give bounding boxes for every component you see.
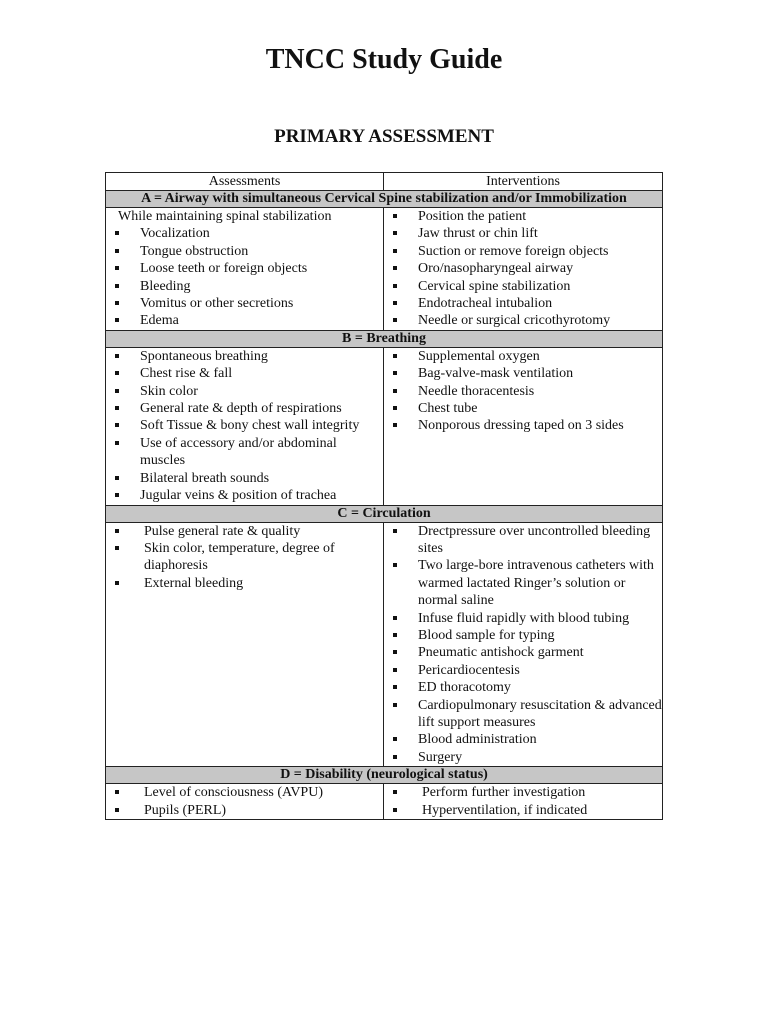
list-item: General rate & depth of respirations [106,400,383,417]
assessments-column-header: Assessments [106,173,384,191]
section-b-assessments [106,347,384,505]
section-d-interventions [384,784,663,820]
list-item: Level of consciousness (AVPU) [106,784,383,801]
list-item: Cardiopulmonary resuscitation & advanced lift support measures [384,697,662,732]
list-item: Position the patient [384,208,662,225]
bullet-list [106,225,383,329]
section-b-interventions [384,347,663,505]
list-item: Pericardiocentesis [384,662,662,679]
list-item: Hyperventilation, if indicated [384,802,662,819]
list-item: Perform further investigation [384,784,662,801]
list-item: Bag-valve-mask ventilation [384,365,662,382]
section-c-heading: C = Circulation [106,505,663,522]
section-d-heading: D = Disability (neurological status) [106,767,663,784]
list-item: Two large-bore intravenous catheters with warmed lactated Ringer’s solution or normal saline [384,557,662,609]
list-item: Endotracheal intubalion [384,295,662,312]
list-item: ED thoracotomy [384,679,662,696]
list-item: Infuse fluid rapidly with blood tubing [384,610,662,627]
list-item: Suction or remove foreign objects [384,243,662,260]
list-item: Soft Tissue & bony chest wall integrity [106,417,383,434]
list-item: Skin color, temperature, degree of diaphoresis [106,540,383,575]
section-d-row [106,784,663,820]
list-item: Pneumatic antishock garment [384,644,662,661]
list-item: Pupils (PERL) [106,802,383,819]
section-d-assessments [106,784,384,820]
bullet-list [106,784,383,819]
section-a-assessments [106,208,384,331]
list-item: Tongue obstruction [106,243,383,260]
list-item: Chest tube [384,400,662,417]
section-c-interventions [384,522,663,767]
bullet-list [384,208,662,330]
list-item: Spontaneous breathing [106,348,383,365]
list-item: Nonporous dressing taped on 3 sides [384,417,662,434]
list-item: Needle or surgical cricothyrotomy [384,312,662,329]
page-title: TNCC Study Guide [265,44,503,75]
list-item: Cervical spine stabilization [384,278,662,295]
section-a-row [106,208,663,331]
column-header-row [106,173,663,191]
list-item: Bilateral breath sounds [106,470,383,487]
bullet-list [106,523,383,593]
list-item: Oro/nasopharyngeal airway [384,260,662,277]
list-item: Skin color [106,383,383,400]
section-c-row [106,522,663,767]
list-item: Loose teeth or foreign objects [106,260,383,277]
list-item: Vomitus or other secretions [106,295,383,312]
section-a-lead: While maintaining spinal stabilization [118,209,332,224]
section-c-assessments [106,522,384,767]
section-a-interventions [384,208,663,331]
section-title: PRIMARY ASSESSMENT [274,126,494,147]
list-item: Bleeding [106,278,383,295]
section-b-heading: B = Breathing [106,330,663,347]
list-item: Chest rise & fall [106,365,383,382]
interventions-column-header: Interventions [384,173,663,191]
bullet-list [106,348,383,505]
assessment-table [105,172,663,820]
list-item: Needle thoracentesis [384,383,662,400]
section-b-row [106,347,663,505]
list-item: Vocalization [106,225,383,242]
list-item: External bleeding [106,575,383,592]
section-a-heading: A = Airway with simultaneous Cervical Spine stabilization and/or Immobilization [106,191,663,208]
bullet-list [384,784,662,819]
list-item: Surgery [384,749,662,766]
list-item: Blood sample for typing [384,627,662,644]
list-item: Jugular veins & position of trachea [106,487,383,504]
bullet-list [384,348,662,435]
list-item: Drectpressure over uncontrolled bleeding sites [384,523,662,558]
list-item: Pulse general rate & quality [106,523,383,540]
list-item: Use of accessory and/or abdominal muscles [106,435,383,470]
list-item: Supplemental oxygen [384,348,662,365]
list-item: Edema [106,312,383,329]
list-item: Blood administration [384,731,662,748]
list-item: Jaw thrust or chin lift [384,225,662,242]
bullet-list [384,523,662,767]
